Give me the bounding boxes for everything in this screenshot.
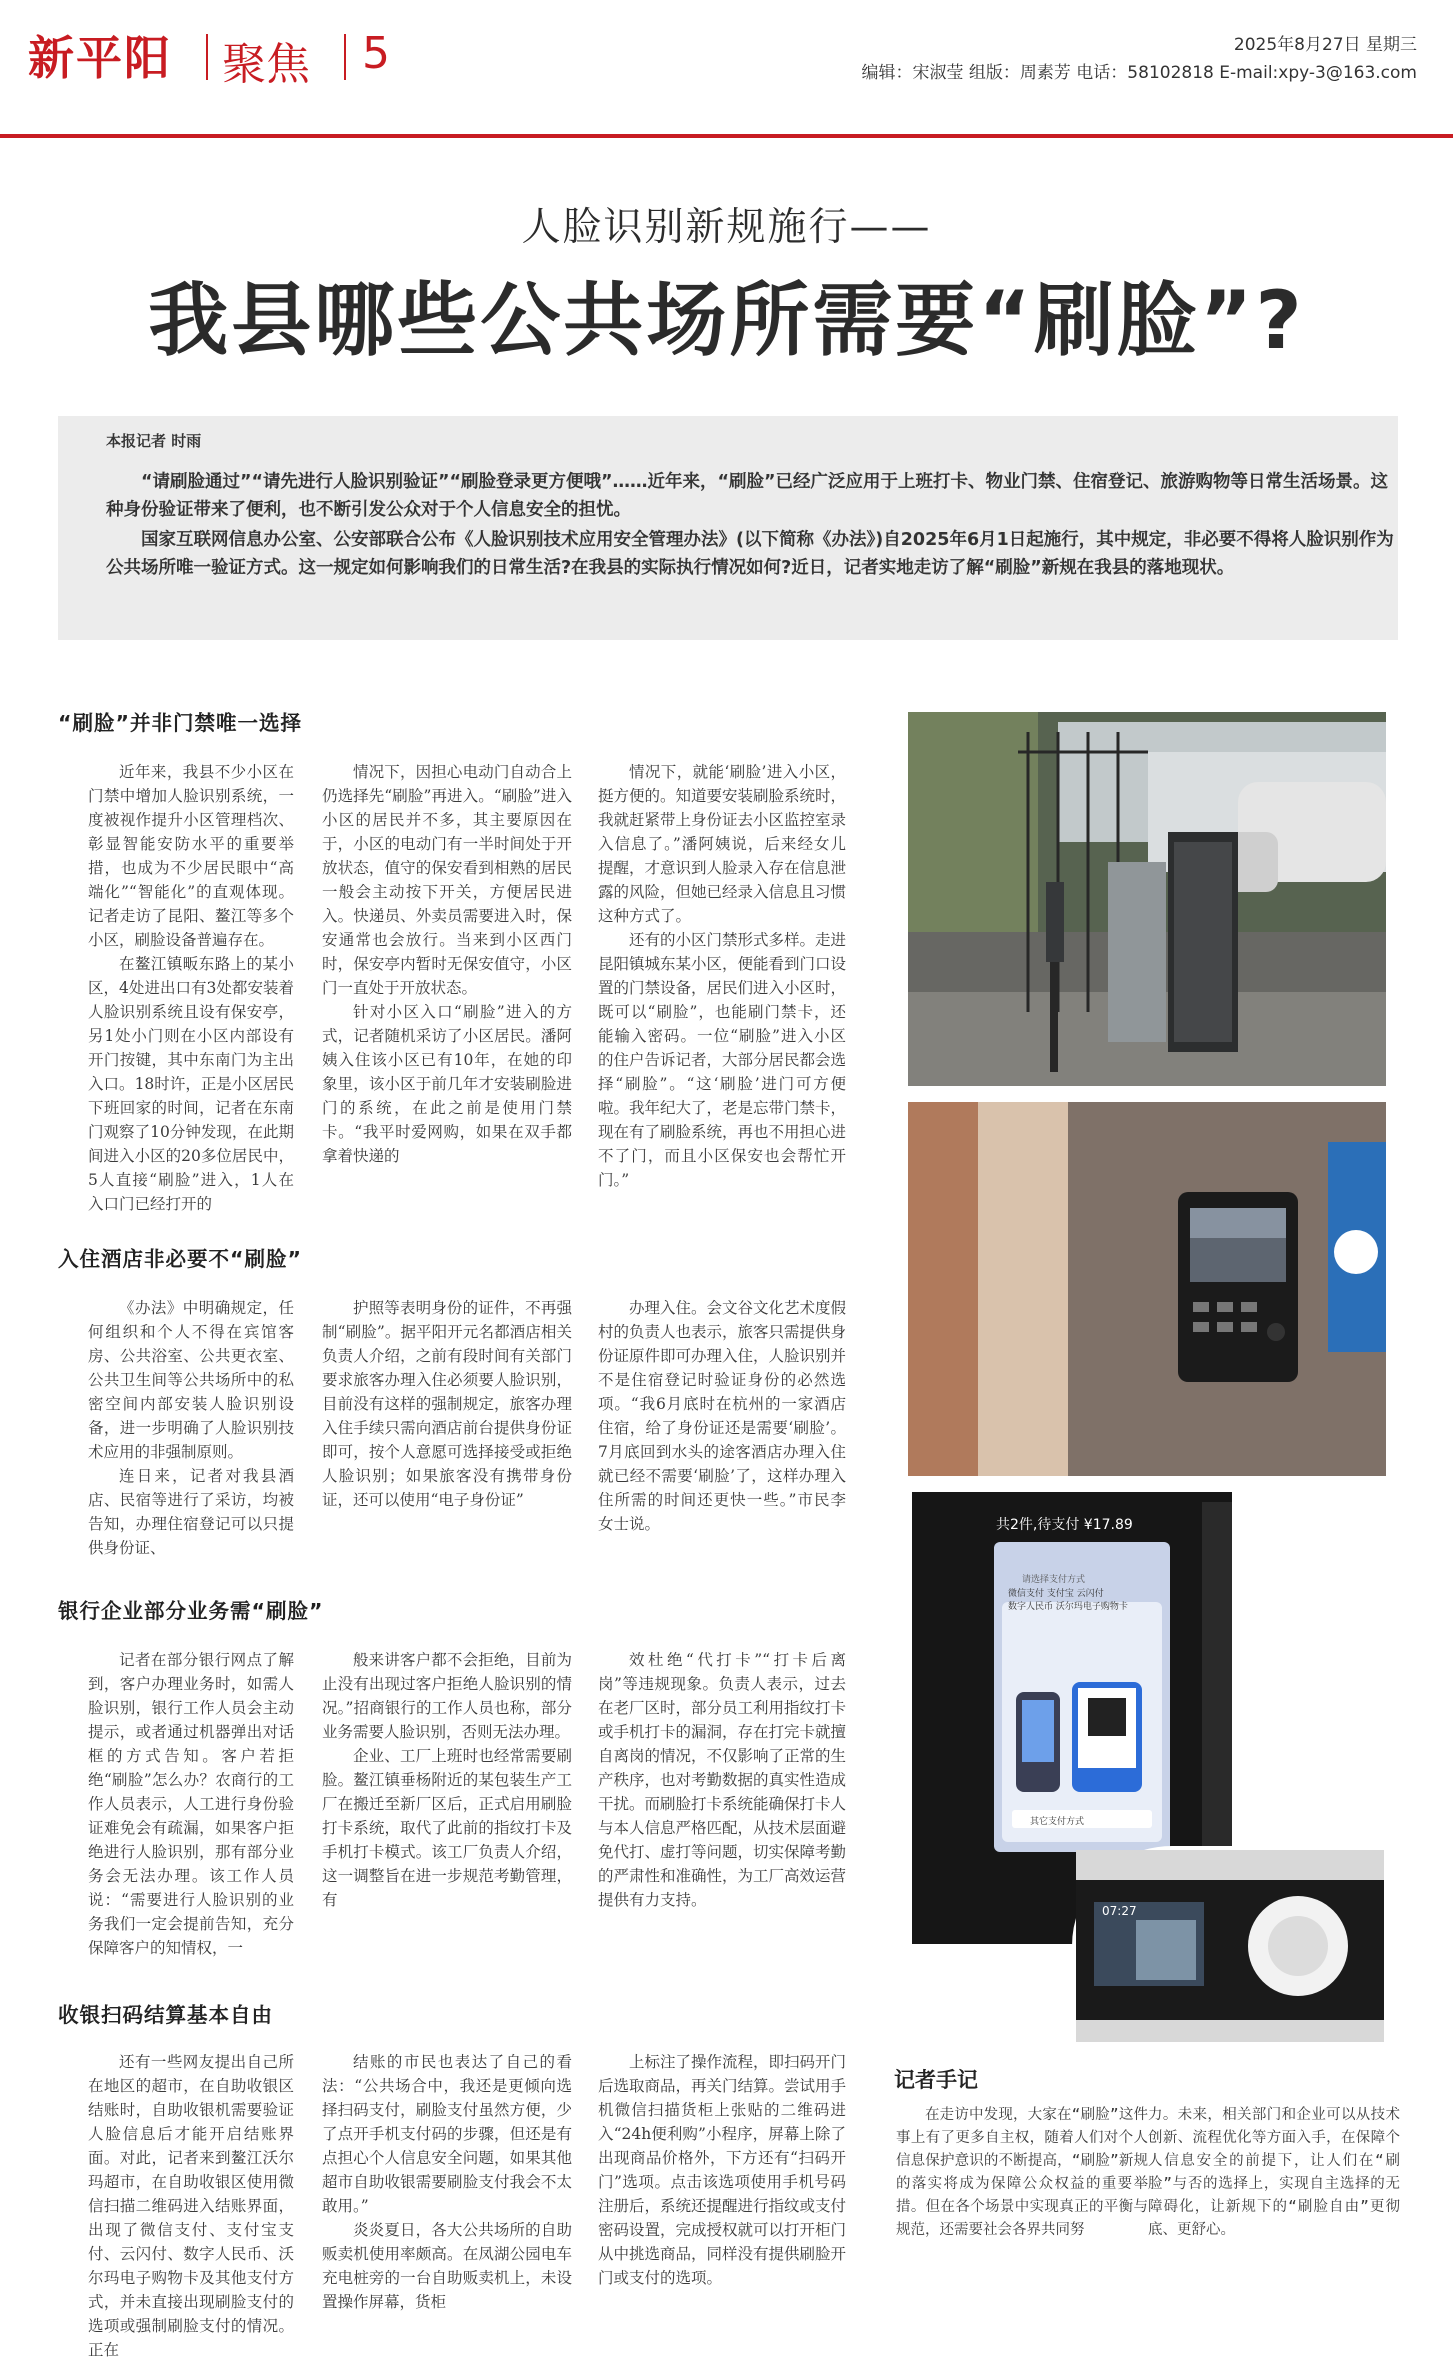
section-name: 聚焦 bbox=[222, 39, 310, 90]
section-heading: 入住酒店非必要不“刷脸” bbox=[58, 1247, 302, 1271]
masthead-rule bbox=[0, 134, 1453, 138]
article-column bbox=[322, 1648, 572, 1958]
section-heading: “刷脸”并非门禁唯一选择 bbox=[58, 711, 302, 735]
reporter-note-heading: 记者手记 bbox=[894, 2068, 978, 2092]
paragraph: 情况下，因担心电动门自动合上仍选择先“刷脸”再进入。“刷脸”进入小区的居民并不多，其主要原因在于，小区的电动门有一半时间处于开放状态，值守的保安看到相熟的居民一般会主动按下开关，方便居民进入。快递员、外卖员需要进入时，保安通常也会放行。当来到小区西门时，保安亭内暂时无保安值守，小区门一直处于开放状态。 bbox=[322, 763, 572, 997]
paragraph: 效杜绝“代打卡”“打卡后离岗”等违规现象。负责人表示，过去在老厂区时，部分员工利用指纹打卡或手机打卡的漏洞，存在打完卡就擅自离岗的情况，不仅影响了正常的生产秩序，也对考勤数据的真实性造成干扰。而刷脸打卡系统能确保打卡人与本人信息严格匹配，从技术层面避免代打、虚打等问题，切实保障考勤的严肃性和准确性，为工厂高效运营提供有力支持。 bbox=[598, 1651, 847, 1909]
masthead bbox=[0, 0, 1453, 142]
paragraph: 在走访中发现，大家在“刷脸”这件事上有了更多自主权，随着人们对个人信息保护意识的不断提高，“刷脸”新规的落实将成为保障公众权益的重要举措。但在各个场景中实现真正的平衡与规范，还需要社会各界共同努 bbox=[896, 2107, 1148, 2238]
page-number: 5 bbox=[362, 28, 390, 79]
payment-option-walmart-card: 沃尔玛电子购物卡 bbox=[1055, 1602, 1128, 1612]
paragraph: 力。未来，相关部门和企业可以从技术创新、流程优化等方面入手，在保障个人信息安全的前提下，让人们在“刷脸”与否的选择上，实现自主选择的无障碍化，让新规下的“刷脸自由”更彻底、更舒心。 bbox=[1148, 2107, 1400, 2238]
paragraph: 炎炎夏日，各大公共场所的自助贩卖机使用率颇高。在凤湖公园电车充电桩旁的一台自助贩卖机上，未设置操作屏幕，货柜 bbox=[322, 2221, 572, 2311]
paragraph: 情况下，就能‘刷脸’进入小区，挺方便的。知道要安装刷脸系统时，我就赶紧带上身份证去小区监控室录入信息了。”潘阿姨说，后来经女儿提醒，才意识到人脸录入存在信息泄露的风险，但她已经录入信息且习惯这种方式了。 bbox=[598, 763, 847, 925]
paragraph: 上标注了操作流程，即扫码开门后选取商品，再关门结算。尝试用手机微信扫描货柜上张贴的二维码进入“24h便利购”小程序，屏幕上除了出现商品价格外，下方还有“扫码开门”选项。点击该选项使用手机号码注册后，系统还提醒进行指纹或支付密码设置，完成授权就可以打开柜门从中挑选商品，同样没有提供刷脸开门或支付的选项。 bbox=[598, 2053, 847, 2287]
payment-option-alipay: 支付宝 bbox=[1046, 1589, 1074, 1599]
editor-credits: 编辑：宋淑莹 组版：周素芳 电话：58102818 E-mail:xpy-3@163.com bbox=[861, 63, 1417, 83]
checkout-prompt: 请选择支付方式 bbox=[1022, 1575, 1086, 1585]
paragraph: 连日来，记者对我县酒店、民宿等进行了采访，均被告知，办理住宿登记可以只提供身份证、 bbox=[88, 1467, 294, 1557]
paragraph: 护照等表明身份的证件，不再强制“刷脸”。据平阳开元名都酒店相关负责人介绍，之前有段时间有关部门要求旅客办理入住必须要人脸识别，目前没有这样的强制规定，旅客办理入住手续只需向酒店前台提供身份证即可，按个人意愿可选择接受或拒绝人脸识别；如果旅客没有携带身份证，还可以使用“电子身份证” bbox=[322, 1299, 572, 1509]
article-subhead: 人脸识别新规施行—— bbox=[521, 205, 932, 250]
article-column bbox=[598, 760, 847, 1189]
photo-face-terminal bbox=[908, 1102, 1386, 1476]
lead-paragraph: 国家互联网信息办公室、公安部联合公布《人脸识别技术应用安全管理办法》(以下简称《办法》)自2025年6月1日起施行，其中规定，非必要不得将人脸识别作为公共场所唯一验证方式。这一规定如何影响我们的日常生活?在我县的实际执行情况如何?近日，记者实地走访了解“刷脸”新规在我县的落地现状。 bbox=[106, 530, 1394, 578]
masthead-divider bbox=[344, 34, 346, 80]
paragraph: 记者在部分银行网点了解到，客户办理业务时，如需人脸识别，银行工作人员会主动提示，或者通过机器弹出对话框的方式告知。客户若拒绝“刷脸”怎么办？农商行的工作人员表示，人工进行身份验证难免会有疏漏，如果客户拒绝进行人脸识别，那有部分业务会无法办理。该工作人员说：“需要进行人脸识别的业务我们一定会提前告知，充分保障客户的知情权，一 bbox=[88, 1651, 294, 1957]
article-column bbox=[322, 2050, 572, 2312]
byline: 本报记者 时雨 bbox=[106, 432, 202, 450]
article-headline: 我县哪些公共场所需要“刷脸”? bbox=[148, 274, 1305, 367]
paragraph: 结账的市民也表达了自己的看法：“公共场合中，我还是更倾向选择扫码支付，刷脸支付虽然方便，少了点开手机支付码的步骤，但还是有点担心个人信息安全问题，如果其他超市自助收银需要刷脸支付我会不太敢用。” bbox=[322, 2053, 572, 2215]
paragraph: 般来讲客户都不会拒绝，目前为止没有出现过客户拒绝人脸识别的情况。”招商银行的工作人员也称，部分业务需要人脸识别，否则无法办理。 bbox=[322, 1651, 572, 1741]
payment-option-ecny: 数字人民币 bbox=[1008, 1602, 1054, 1612]
photo-community-gate bbox=[908, 712, 1386, 1086]
reporter-note-column bbox=[1148, 2104, 1400, 2312]
payment-option-wechat: 微信支付 bbox=[1008, 1589, 1045, 1599]
reporter-note-column bbox=[896, 2104, 1148, 2312]
other-payment-method: 其它支付方式 bbox=[1030, 1817, 1085, 1827]
article-column bbox=[598, 1296, 846, 1546]
paragraph: 针对小区入口“刷脸”进入的方式，记者随机采访了小区居民。潘阿姨入住该小区已有10年，在她的印象里，该小区于前几年才安装刷脸进门的系统，在此之前是使用门禁卡。“我平时爱网购，如果在双手都拿着快递的 bbox=[322, 1003, 572, 1165]
paragraph: 近年来，我县不少小区在门禁中增加人脸识别系统，一度被视作提升小区管理档次、彰显智能安防水平的重要举措，也成为不少居民眼中“高端化”“智能化”的直观体现。记者走访了昆阳、鳌江等多个小区，刷脸设备普遍存在。 bbox=[88, 763, 294, 949]
payment-options bbox=[1008, 1588, 1158, 1614]
article-column bbox=[88, 1296, 294, 1557]
lead-paragraph: “请刷脸通过”“请先进行人脸识别验证”“刷脸登录更方便哦”……近年来，“刷脸”已经广泛应用于上班打卡、物业门禁、住宿登记、旅游购物等日常生活场景。这种身份验证带来了便利，也不断引发公众对于个人信息安全的担忧。 bbox=[106, 472, 1389, 520]
lead-box bbox=[58, 416, 1398, 640]
article-column bbox=[88, 760, 294, 1213]
paragraph: 《办法》中明确规定，任何组织和个人不得在宾馆客房、公共浴室、公共更衣室、公共卫生间等公共场所中的私密空间内部安装人脸识别设备，进一步明确了人脸识别技术应用的非强制原则。 bbox=[88, 1299, 294, 1461]
masthead-divider bbox=[206, 34, 208, 80]
checkout-total: 共2件,待支付 ¥17.89 bbox=[996, 1517, 1133, 1533]
paragraph: 企业、工厂上班时也经常需要刷脸。鳌江镇垂杨附近的某包装生产工厂在搬迁至新厂区后，正式启用刷脸打卡系统，取代了此前的指纹打卡及手机打卡模式。该工厂负责人介绍，这一调整旨在进一步规范考勤管理，有 bbox=[322, 1747, 572, 1909]
article-column bbox=[88, 1648, 294, 1958]
article-column bbox=[322, 1296, 572, 1546]
article-column bbox=[598, 1648, 846, 1958]
article-column bbox=[88, 2050, 294, 2359]
paragraph: 还有的小区门禁形式多样。走进昆阳镇城东某小区，便能看到门口设置的门禁设备，居民们进入小区时，既可以“刷脸”，也能刷门禁卡，还能输入密码。一位“刷脸”进入小区的住户告诉记者，大部分居民都会选择“刷脸”。“这‘刷脸’进门可方便啦。我年纪大了，老是忘带门禁卡，现在有了刷脸系统，再也不用担心进不了门，而且小区保安也会帮忙开门。” bbox=[598, 931, 847, 1189]
issue-date: 2025年8月27日 星期三 bbox=[1233, 35, 1417, 55]
article-column bbox=[322, 760, 572, 1170]
section-heading: 银行企业部分业务需“刷脸” bbox=[58, 1599, 324, 1623]
newspaper-logo: 新平阳 bbox=[28, 31, 172, 85]
payment-option-unionpay: 云闪付 bbox=[1076, 1589, 1104, 1599]
paragraph: 在鳌江镇畈东路上的某小区，4处进出口有3处都安装着人脸识别系统且设有保安亭，另1处小门则在小区内部设有开门按键，其中东南门为主出入口。18时许，正是小区居民下班回家的时间，记者在东南门观察了10分钟发现，在此期间进入小区的20多位居民中，5人直接“刷脸”进入，1人在入口门已经打开的 bbox=[88, 955, 294, 1213]
paragraph: 办理入住。会文谷文化艺术度假村的负责人也表示，旅客只需提供身份证原件即可办理入住，人脸识别并不是住宿登记时验证身份的必然选项。“我6月底时在杭州的一家酒店住宿，给了身份证还是需要‘刷脸’。7月底回到水头的途客酒店办理入住就已经不需要‘刷脸’了，这样办理入住所需的时间还更快一些。”市民李女士说。 bbox=[598, 1299, 847, 1533]
section-heading: 收银扫码结算基本自由 bbox=[58, 2003, 273, 2027]
article-column bbox=[598, 2050, 846, 2312]
paragraph: 还有一些网友提出自己所在地区的超市，在自助收银区结账时，自助收银机需要验证人脸信息后才能开启结账界面。对此，记者来到鳌江沃尔玛超市，在自助收银区使用微信扫描二维码进入结账界面，出现了微信支付、支付宝支付、云闪付、数字人民币、沃尔玛电子购物卡及其他支付方式，并未直接出现刷脸支付的选项或强制刷脸支付的情况。正在 bbox=[88, 2053, 294, 2359]
device-clock: 07:27 bbox=[1102, 1904, 1137, 1918]
photo-clock-in-device bbox=[1072, 1846, 1388, 2046]
